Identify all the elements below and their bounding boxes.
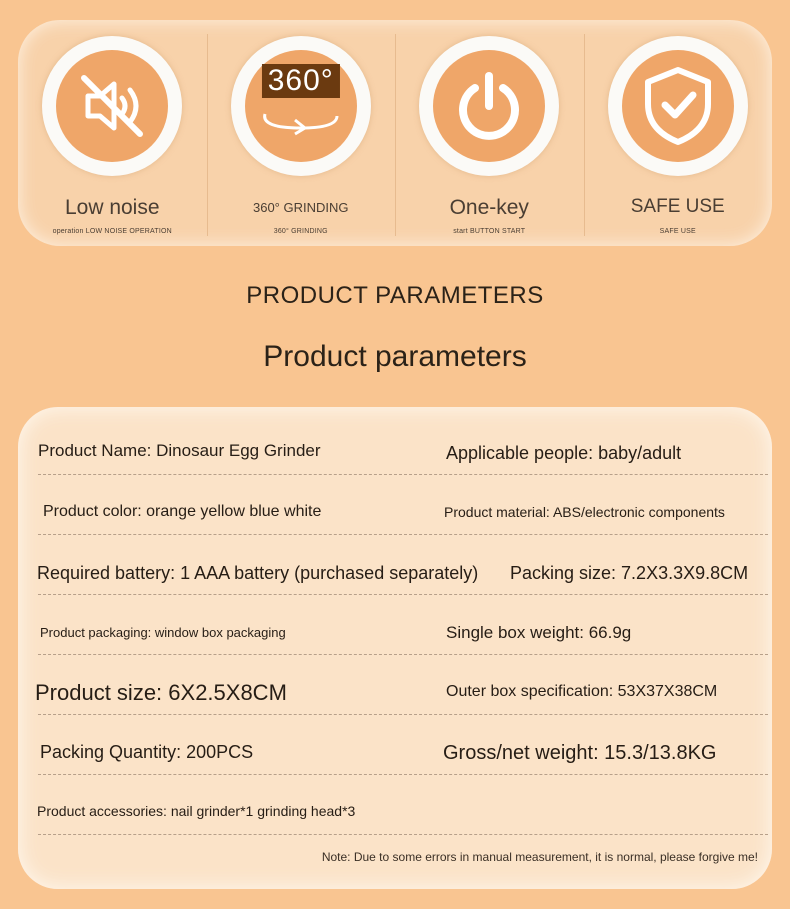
power-icon [449,66,529,146]
param-row [38,475,768,535]
param-product-packaging: Product packaging: window box packaging [40,625,286,640]
param-packing-size: Packing size: 7.2X3.3X9.8CM [510,563,749,583]
icon-ring [42,36,182,176]
360-badge: 360° [262,64,340,98]
param-product-name: Product Name: Dinosaur Egg Grinder [38,441,321,460]
param-outer-box-spec: Outer box specification: 53X37X38CM [446,683,718,700]
icon-ring [608,36,748,176]
param-row [38,437,768,475]
feature-subtitle: operation LOW NOISE OPERATION [52,228,172,235]
measurement-note: Note: Due to some errors in manual measurement, it is normal, please forgive me! [321,850,758,864]
icon-ring [419,36,559,176]
feature-one-key [395,20,584,246]
param-packing-quantity: Packing Quantity: 200PCS [40,742,254,762]
section-heading: Product parameters [263,340,527,373]
param-required-battery: Required battery: 1 AAA battery (purchased separately) [37,563,479,583]
section-heading-upper: PRODUCT PARAMETERS [246,282,544,309]
icon-disc [56,50,168,162]
icon-disc [245,50,357,162]
rotate-360-icon [257,106,345,136]
param-product-color: Product color: orange yellow blue white [43,503,322,520]
param-applicable-people: Applicable people: baby/adult [446,443,682,463]
param-row [35,655,768,715]
icon-disc [433,50,545,162]
feature-strip [18,20,772,246]
feature-low-noise [18,20,207,246]
feature-title: SAFE USE [630,196,725,217]
icon-ring [231,36,371,176]
feature-title: Low noise [64,196,160,219]
param-row [38,715,768,775]
feature-title: One-key [449,196,529,219]
feature-safe-use [584,20,773,246]
parameters-panel [18,407,772,889]
feature-subtitle: SAFE USE [659,228,696,235]
feature-subtitle: start BUTTON START [453,228,526,235]
icon-disc [622,50,734,162]
param-product-accessories: Product accessories: nail grinder*1 grinding head*3 [37,803,356,819]
param-row [38,535,768,595]
param-product-size: Product size: 6X2.5X8CM [35,680,287,705]
param-row [38,595,768,655]
shield-check-icon [638,64,718,148]
feature-subtitle: 360° GRINDING [273,228,328,235]
mute-speaker-icon [74,68,150,144]
param-single-box-weight: Single box weight: 66.9g [446,623,632,642]
param-row [38,775,768,835]
feature-360-grinding [207,20,396,246]
feature-title: 360° GRINDING [252,200,349,215]
param-gross-net-weight: Gross/net weight: 15.3/13.8KG [443,742,717,764]
param-product-material: Product material: ABS/electronic components [444,504,725,520]
